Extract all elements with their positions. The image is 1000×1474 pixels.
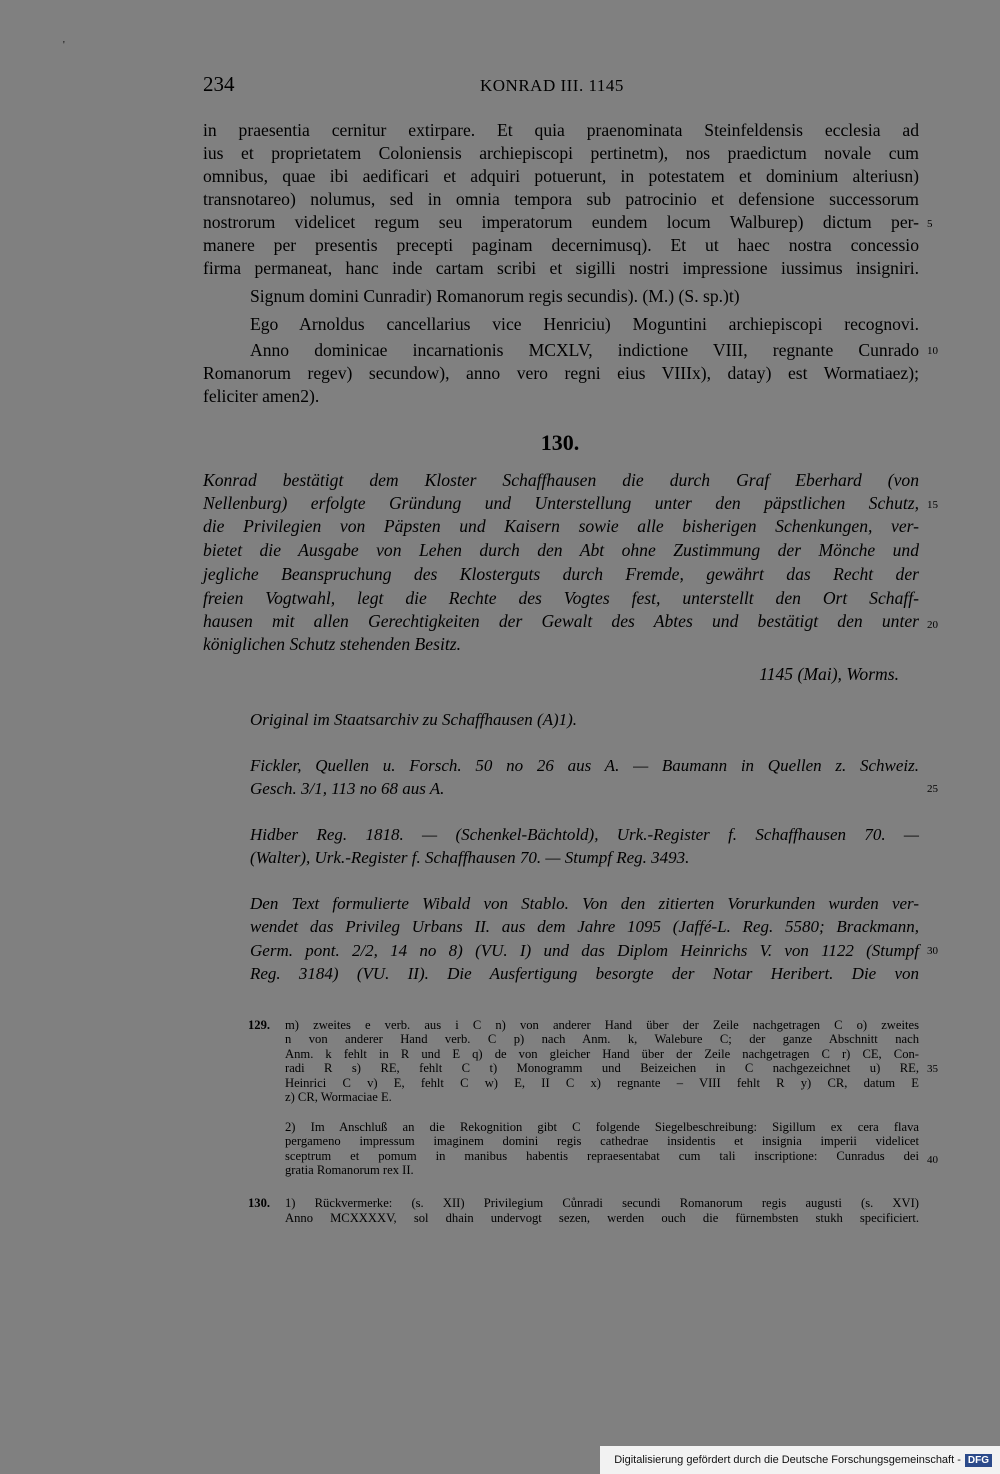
body-line: manere per presentis precepti paginam decernimusq). Et ut haec nostra concessio — [203, 235, 919, 255]
footer-credit: Digitalisierung gefördert durch die Deutsche Forschungsgemeinschaft - — [614, 1454, 961, 1466]
footnote-line: z) CR, Wormaciae E. — [285, 1090, 392, 1104]
footnote-line: gratia Romanorum rex II. — [285, 1163, 414, 1177]
body-line: Ego Arnoldus cancellarius vice Henriciu) Moguntini archiepiscopi recognovi. — [250, 314, 919, 334]
commentary-line: Germ. pont. 2/2, 14 no 8) (VU. I) und das Diplom Heinrichs V. von 1122 (Stumpf — [250, 941, 919, 960]
regest-line: Konrad bestätigt dem Kloster Schaffhausen die durch Graf Eberhard (von — [203, 470, 919, 490]
running-head: KONRAD III. 1145 — [480, 76, 624, 95]
body-line: Anno dominicae incarnationis MCXLV, indictione VIII, regnante Cunrado — [250, 340, 919, 360]
footnote-line: n von anderer Hand verb. C p) nach Anm. k, Walebure C; der ganze Abschnitt nach — [285, 1032, 919, 1046]
body-line: Romanorum regev) secundow), anno vero regni eius VIIIx), datay) est Wormatiaez); — [203, 363, 919, 383]
regest-line: freien Vogtwahl, legt die Rechte des Vogtes fest, unterstellt den Ort Schaff- — [203, 588, 919, 608]
regest-line: die Privilegien von Päpsten und Kaisern sowie alle bisherigen Schenkungen, ver- — [203, 516, 919, 536]
regest-line: hausen mit allen Gerechtigkeiten der Gewalt des Abtes und bestätigt den unter — [203, 611, 919, 631]
line-number: 15 — [927, 499, 938, 511]
body-line: nostrorum videlicet regum seu imperatorum eundem locum Walburep) dictum per- — [203, 212, 919, 232]
footer-banner — [600, 1446, 1000, 1474]
line-number: 25 — [927, 783, 938, 795]
commentary-line: Reg. 3184) (VU. II). Die Ausfertigung besorgte der Notar Heribert. Die von — [250, 964, 919, 983]
line-number: 35 — [927, 1063, 938, 1075]
regest-line: jegliche Beanspruchung des Klosterguts durch Fremde, gewährt das Recht der — [203, 564, 919, 584]
regest-line: königlichen Schutz stehenden Besitz. — [203, 634, 461, 654]
footnote-line: m) zweites e verb. aus i C n) von anderer Hand über der Zeile nachgetragen C o) zweites — [285, 1018, 919, 1032]
body-line: in praesentia cernitur extirpare. Et quia praenominata Steinfeldensis ecclesia ad — [203, 120, 919, 140]
footnote-label: 130. — [248, 1196, 271, 1210]
footnote-line: Anno MCXXXXV, sol dhain undervogt sezen, werden ouch die fürnembsten stukh specificiert. — [285, 1211, 919, 1225]
page-number: 234 — [203, 72, 235, 96]
regest-line: bietet die Ausgabe von Lehen durch den Abt ohne Zustimmung der Mönche und — [203, 540, 919, 560]
date-place: 1145 (Mai), Worms. — [759, 664, 899, 684]
line-number: 30 — [927, 945, 938, 957]
commentary-line: wendet das Privileg Urbans II. aus dem Jahre 1095 (Jaffé-L. Reg. 5580; Brackmann, — [250, 917, 919, 936]
margin-mark: ' — [63, 40, 65, 51]
footnote-label: 129. — [248, 1018, 271, 1032]
footnote-line: 1) Rückvermerke: (s. XII) Privilegium Cůnradi secundi Romanorum regis augusti (s. XVI) — [285, 1196, 919, 1210]
footnote-line: radi R s) RE, fehlt C t) Monogramm und Beizeichen in C nachgezeichnet u) RE, — [285, 1061, 919, 1075]
line-number: 10 — [927, 345, 938, 357]
body-line: omnibus, quae ibi aedificari et adquiri potuerunt, in potestatem et dominium alteriusn) — [203, 166, 919, 186]
footnote-line: Anm. k fehlt in R und E q) de von gleicher Hand über der Zeile nachgetragen C r) CE, Con- — [285, 1047, 919, 1061]
source-edition-line: Gesch. 3/1, 113 no 68 aus A. — [250, 779, 445, 798]
document-number: 130. — [540, 430, 580, 455]
body-line: feliciter amen2). — [203, 386, 320, 406]
source-regest-line: Hidber Reg. 1818. — (Schenkel-Bächtold), Urk.-Register f. Schaffhausen 70. — — [250, 825, 919, 844]
regest-line: Nellenburg) erfolgte Gründung und Unterstellung unter den päpstlichen Schutz, — [203, 493, 919, 513]
source-edition-line: Fickler, Quellen u. Forsch. 50 no 26 aus A. — Baumann in Quellen z. Schweiz. — [250, 756, 919, 775]
line-number: 40 — [927, 1154, 938, 1166]
body-line: transnotareo) nolumus, sed in omnia tempora sub patrocinio et defensione successorum — [203, 189, 919, 209]
dfg-logo-icon: DFG — [965, 1454, 992, 1467]
footnote-line: Heinrici C v) E, fehlt C w) E, II C x) regnante – VIII fehlt R y) CR, datum E — [285, 1076, 919, 1090]
body-line: Signum domini Cunradir) Romanorum regis secundis). (M.) (S. sp.)t) — [250, 286, 740, 306]
line-number: 20 — [927, 619, 938, 631]
line-number: 5 — [927, 218, 933, 230]
source-regest-line: (Walter), Urk.-Register f. Schaffhausen 70. — Stumpf Reg. 3493. — [250, 848, 690, 867]
commentary-line: Den Text formulierte Wibald von Stablo. Von den zitierten Vorurkunden wurden ver- — [250, 894, 919, 913]
footnote-line: 2) Im Anschluß an die Rekognition gibt C folgende Siegelbeschreibung: Sigillum ex cera flava — [285, 1120, 919, 1134]
source-original: Original im Staatsarchiv zu Schaffhausen (A)1). — [250, 710, 578, 729]
body-line: ius et proprietatem Coloniensis archiepiscopi pertinetm), nos praedictum novale cum — [203, 143, 919, 163]
footnote-line: pergameno impressum imaginem domini regis cathedrae insidentis et insignia imperii videlicet — [285, 1134, 919, 1148]
footnote-line: sceptrum et pomum in manibus habentis repraesentabat cum tali inscriptione: Cunradus dei — [285, 1149, 919, 1163]
body-line: firma permaneat, hanc inde cartam scribi et sigilli nostri impressione iussimus insigniri. — [203, 258, 919, 278]
